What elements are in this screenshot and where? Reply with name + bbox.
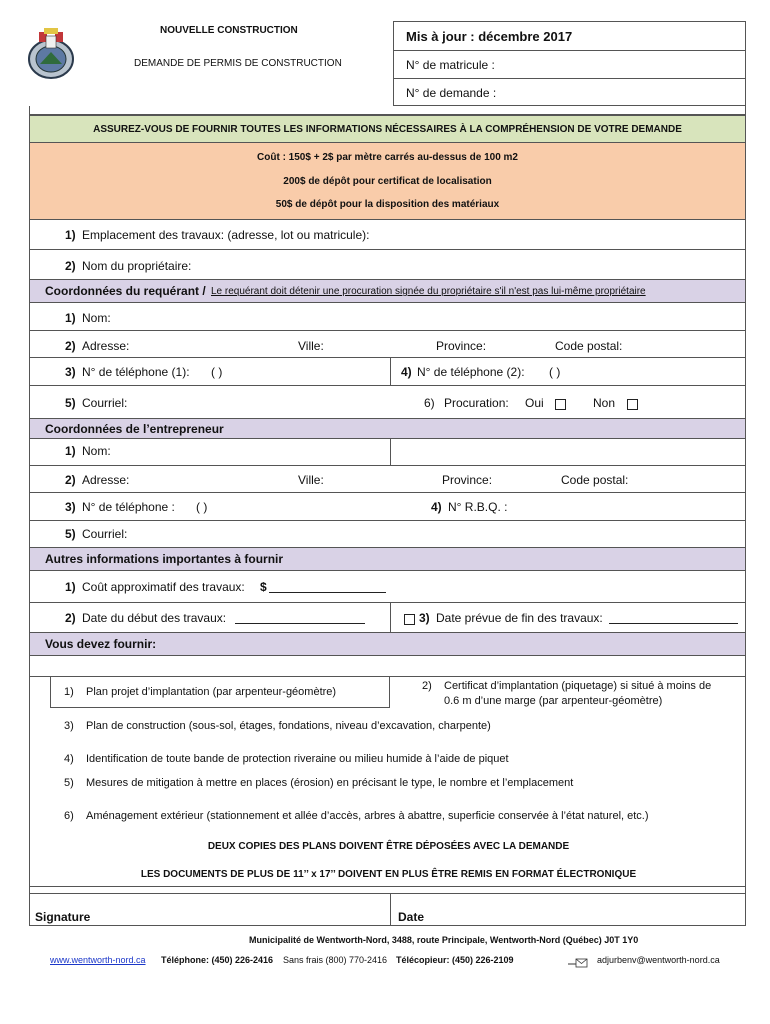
form-title: NOUVELLE CONSTRUCTION: [160, 25, 298, 36]
envelope-icon: [568, 955, 588, 973]
notice-banner: [29, 115, 746, 143]
municipal-logo: [26, 24, 76, 82]
list-item-number: 5): [64, 777, 74, 789]
item-number: 1): [65, 444, 76, 458]
item-number: 2): [65, 339, 76, 353]
location-label: Emplacement des travaux: (adresse, lot ou matricule):: [82, 228, 370, 242]
signature-spacer: [29, 886, 746, 894]
name-label: Nom:: [82, 444, 111, 458]
item-number: 3): [419, 611, 430, 625]
address-label: Adresse:: [82, 473, 130, 487]
item-number: 3): [65, 365, 76, 379]
matricule-field[interactable]: N° de matricule :: [406, 58, 495, 72]
list-item-number: 3): [64, 720, 74, 732]
email-label: Courriel:: [82, 527, 128, 541]
requerant-email-row[interactable]: [29, 386, 746, 419]
footer-address: Municipalité de Wentworth-Nord, 3488, route Principale, Wentworth-Nord (Québec) J0T 1Y0: [249, 935, 639, 945]
notice-text: ASSUREZ-VOUS DE FOURNIR TOUTES LES INFORMATIONS NÉCESSAIRES À LA COMPRÉHENSION DE VOTRE DEMANDE: [93, 124, 682, 135]
area-code-field[interactable]: ( ): [211, 365, 223, 379]
item-number: 3): [65, 500, 76, 514]
list-item: Plan de construction (sous-sol, étages, fondations, niveau d’excavation, charpente): [86, 720, 491, 732]
documents-section-header: [29, 633, 746, 656]
requerant-phone-row[interactable]: [29, 358, 746, 386]
email-label: Courriel:: [82, 396, 128, 410]
electronic-format-note: LES DOCUMENTS DE PLUS DE 11’’ x 17’’ DOIVENT EN PLUS ÊTRE REMIS EN FORMAT ÉLECTRONIQUE: [140, 869, 637, 880]
entrepreneur-section-header: [29, 419, 746, 439]
section-heading: Coordonnées du requérant /: [45, 284, 206, 298]
phone2-label: N° de téléphone (2):: [417, 365, 525, 379]
copies-note: DEUX COPIES DES PLANS DOIVENT ÊTRE DÉPOSÉES AVEC LA DEMANDE: [207, 841, 570, 852]
oui-label: Oui: [525, 396, 544, 410]
name-label: Nom:: [82, 311, 111, 325]
location-row[interactable]: [29, 220, 746, 250]
area-code-field[interactable]: ( ): [196, 500, 208, 514]
end-date-label: Date prévue de fin des travaux:: [436, 611, 603, 625]
entrepreneur-address-row[interactable]: [29, 466, 746, 493]
list-item-number: 2): [422, 680, 432, 692]
item-number: 6): [424, 396, 435, 410]
dollar-sign: $: [260, 580, 267, 594]
signature-row: [29, 894, 746, 926]
phone-label: N° de téléphone :: [82, 500, 175, 514]
oui-checkbox[interactable]: [555, 396, 566, 414]
footer-tollfree: Sans frais (800) 770-2416: [283, 955, 388, 965]
list-item: Plan projet d’implantation (par arpenteur-géomètre): [86, 686, 337, 698]
requerant-name-row[interactable]: [29, 303, 746, 331]
item-number: 2): [65, 259, 76, 273]
end-date-input-line[interactable]: [609, 623, 738, 624]
update-date: Mis à jour : décembre 2017: [406, 29, 573, 44]
cost-label: Coût approximatif des travaux:: [82, 580, 245, 594]
website-link[interactable]: www.wentworth-nord.ca: [50, 955, 146, 965]
list-item: Mesures de mitigation à mettre en places (érosion) en précisant le type, le nombre et l’emplacement: [86, 777, 574, 789]
section-heading: Coordonnées de l’entrepreneur: [45, 422, 224, 436]
province-label: Province:: [442, 473, 493, 487]
cost-input-line[interactable]: [269, 592, 386, 593]
postal-code-label: Code postal:: [555, 339, 623, 353]
procuration-note: Le requérant doit détenir une procuration signée du propriétaire s'il n'est pas lui-même propriétaire: [211, 286, 646, 297]
footer-email: adjurbenv@wentworth-nord.ca: [597, 955, 720, 965]
entrepreneur-phone-row[interactable]: [29, 493, 746, 521]
item-number: 5): [65, 527, 76, 541]
date-field[interactable]: Date: [398, 910, 425, 924]
form-subtitle: DEMANDE DE PERMIS DE CONSTRUCTION: [134, 58, 342, 69]
footer-phone: Téléphone: (450) 226-2416: [161, 955, 274, 965]
requerant-address-row[interactable]: [29, 331, 746, 358]
list-item-continued: 0.6 m d’une marge (par arpenteur-géomètre): [444, 695, 663, 707]
owner-label: Nom du propriétaire:: [82, 259, 192, 273]
owner-row[interactable]: [29, 250, 746, 280]
blank-row: [29, 656, 746, 677]
item-number: 2): [65, 611, 76, 625]
list-item: Certificat d’implantation (piquetage) si situé à moins de: [444, 680, 712, 692]
autres-section-header: [29, 548, 746, 571]
section-heading: Vous devez fournir:: [45, 637, 157, 651]
item-number: 2): [65, 473, 76, 487]
item-number: 1): [65, 311, 76, 325]
list-item-number: 4): [64, 753, 74, 765]
item-number: 4): [401, 365, 412, 379]
footer-fax: Télécopieur: (450) 226-2109: [396, 955, 514, 965]
entrepreneur-email-row[interactable]: [29, 521, 746, 548]
documents-box: [29, 677, 746, 886]
demande-number-field[interactable]: N° de demande :: [406, 86, 497, 100]
section-heading: Autres informations importantes à fournir: [45, 552, 284, 566]
rbq-label: N° R.B.Q. :: [448, 500, 508, 514]
postal-code-label: Code postal:: [561, 473, 629, 487]
city-label: Ville:: [298, 339, 324, 353]
dates-row[interactable]: [29, 603, 746, 633]
area-code-field[interactable]: ( ): [549, 365, 561, 379]
list-item: Identification de toute bande de protection riveraine ou milieu humide à l’aide de piquet: [86, 753, 509, 765]
province-label: Province:: [436, 339, 487, 353]
list-item: Aménagement extérieur (stationnement et allée d’accès, arbres à abattre, superficie conservée à l’état naturel, etc.): [86, 810, 649, 822]
phone1-label: N° de téléphone (1):: [82, 365, 190, 379]
item-number: 1): [65, 228, 76, 242]
non-label: Non: [593, 396, 616, 410]
spacer-row: [29, 106, 746, 115]
address-label: Adresse:: [82, 339, 130, 353]
item-number: 5): [65, 396, 76, 410]
procuration-label: Procuration:: [444, 396, 509, 410]
requerant-section-header: [29, 280, 746, 303]
cost-line: Coût : 150$ + 2$ par mètre carrés au-dessus de 100 m2: [257, 152, 518, 163]
start-date-input-line[interactable]: [235, 623, 365, 624]
list-item-number: 1): [64, 686, 74, 698]
start-date-label: Date du début des travaux:: [82, 611, 227, 625]
header-info-box: [393, 21, 746, 106]
cost-box: [29, 143, 746, 220]
signature-field[interactable]: Signature: [35, 910, 91, 924]
non-checkbox[interactable]: [627, 396, 638, 414]
cost-line: 50$ de dépôt pour la disposition des matériaux: [275, 199, 500, 210]
entrepreneur-name-row[interactable]: [29, 439, 746, 466]
item-number: 1): [65, 580, 76, 594]
cost-line: 200$ de dépôt pour certificat de localisation: [283, 176, 492, 187]
end-date-checkbox[interactable]: [404, 611, 415, 629]
list-item-number: 6): [64, 810, 74, 822]
item-number: 4): [431, 500, 442, 514]
city-label: Ville:: [298, 473, 324, 487]
cost-row[interactable]: [29, 571, 746, 603]
